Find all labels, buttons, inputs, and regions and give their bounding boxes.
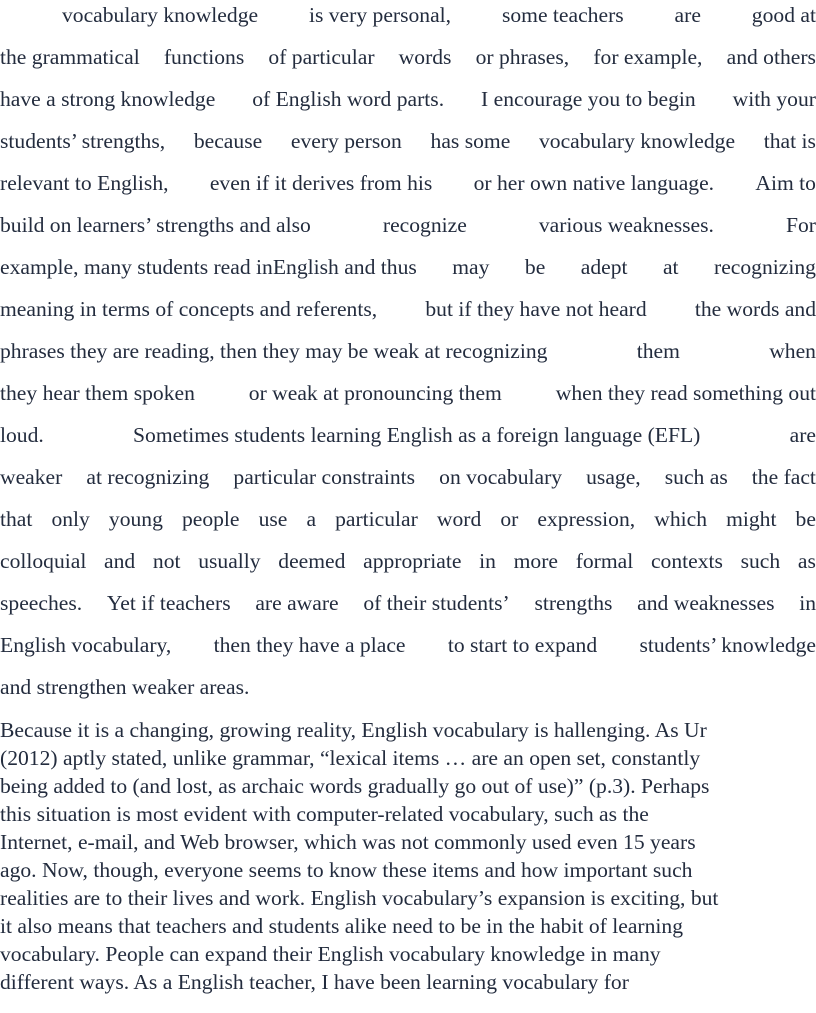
text-run: students’ knowledge xyxy=(639,633,816,657)
text-run: that is xyxy=(763,129,816,153)
paragraph-1-line xyxy=(0,210,816,240)
text-run: when xyxy=(769,339,816,363)
text-run: or weak at pronouncing them xyxy=(248,381,502,405)
text-run: be xyxy=(524,255,546,279)
text-run: that xyxy=(0,507,33,531)
paragraph-1-line xyxy=(0,0,816,30)
text-run: functions xyxy=(163,45,245,69)
text-run: of their students’ xyxy=(363,591,510,615)
text-run: or her own native language. xyxy=(473,171,715,195)
text-run: to start to expand xyxy=(447,633,598,657)
text-run: at xyxy=(662,255,679,279)
text-run: and strengthen weaker areas. xyxy=(0,675,250,699)
text-run: are xyxy=(674,3,701,27)
text-run: colloquial xyxy=(0,549,87,573)
text-run: good at xyxy=(751,3,816,27)
paragraph-1-line xyxy=(0,672,816,702)
text-run: a xyxy=(306,507,317,531)
text-run: expression, xyxy=(537,507,636,531)
text-run: is very personal, xyxy=(308,3,452,27)
text-run: vocabulary knowledge xyxy=(538,129,736,153)
text-run: might xyxy=(726,507,777,531)
text-run: even if it derives from his xyxy=(209,171,433,195)
text-run: relevant to English, xyxy=(0,171,169,195)
text-run: every person xyxy=(290,129,402,153)
text-run: which xyxy=(654,507,708,531)
text-run: students’ strengths, xyxy=(0,129,166,153)
text-run: but if they have not heard xyxy=(425,297,647,321)
text-run: strengths xyxy=(534,591,613,615)
text-run: and weaknesses xyxy=(637,591,775,615)
text-run: Aim to xyxy=(755,171,816,195)
text-run: English vocabulary, xyxy=(0,633,172,657)
text-run: such as xyxy=(664,465,728,489)
text-run: only xyxy=(51,507,90,531)
text-run: for example, xyxy=(593,45,703,69)
paragraph-2-line: (2012) aptly stated, unlike grammar, “lexical items … are an open set, constantly xyxy=(0,746,701,770)
text-run: are xyxy=(789,423,816,447)
paragraph-1-line xyxy=(0,462,816,492)
paragraph-2-line: vocabulary. People can expand their English vocabulary knowledge in many xyxy=(0,942,661,966)
paragraph-2-line: this situation is most evident with computer-related vocabulary, such as the xyxy=(0,802,649,826)
text-run: particular constraints xyxy=(233,465,416,489)
paragraph-2-line: ago. Now, though, everyone seems to know these items and how important such xyxy=(0,858,693,882)
text-run: when they read something out xyxy=(555,381,816,405)
text-run: as xyxy=(797,549,816,573)
text-run: Yet if teachers xyxy=(106,591,231,615)
text-run: people xyxy=(181,507,240,531)
text-run: recognize xyxy=(382,213,467,237)
text-run: in xyxy=(479,549,496,573)
paragraph-1-line xyxy=(0,84,816,114)
text-run: young xyxy=(108,507,163,531)
text-run: example, many students read inEnglish and thus xyxy=(0,255,417,279)
text-run: speeches. xyxy=(0,591,83,615)
text-run: and others xyxy=(726,45,816,69)
text-run: have a strong knowledge xyxy=(0,87,216,111)
paragraph-1-line xyxy=(0,630,816,660)
text-run: in xyxy=(799,591,816,615)
text-run: various weaknesses. xyxy=(538,213,714,237)
paragraph-2-line: it also means that teachers and students alike need to be in the habit of learning xyxy=(0,914,683,938)
text-run: the words and xyxy=(694,297,816,321)
text-run: loud. xyxy=(0,423,44,447)
text-run: recognizing xyxy=(714,255,816,279)
text-run: Sometimes students learning English as a foreign language (EFL) xyxy=(133,423,701,447)
text-run: formal xyxy=(575,549,634,573)
text-run: use xyxy=(258,507,288,531)
text-run: such xyxy=(740,549,781,573)
text-run: usually xyxy=(198,549,261,573)
text-run: not xyxy=(152,549,181,573)
paragraph-1-line xyxy=(0,504,816,534)
paragraph-2-line: Because it is a changing, growing reality, English vocabulary is hallenging. As Ur xyxy=(0,718,707,742)
text-run: at recognizing xyxy=(86,465,210,489)
text-run: then they have a place xyxy=(213,633,406,657)
paragraph-1-line xyxy=(0,588,816,618)
text-run: or xyxy=(500,507,519,531)
paragraph-1-line xyxy=(0,378,816,408)
paragraph-1-line xyxy=(0,294,816,324)
text-run: are aware xyxy=(255,591,339,615)
text-run: of particular xyxy=(268,45,375,69)
text-run: build on learners’ strengths and also xyxy=(0,213,311,237)
text-run: deemed xyxy=(278,549,346,573)
text-run: word xyxy=(436,507,482,531)
text-run: or phrases, xyxy=(475,45,570,69)
text-run: meaning in terms of concepts and referents, xyxy=(0,297,378,321)
text-run: vocabulary knowledge xyxy=(62,3,259,27)
paragraph-1-line xyxy=(0,420,816,450)
paragraph-1-line xyxy=(0,168,816,198)
paragraph-1-line xyxy=(0,126,816,156)
text-run: the grammatical xyxy=(0,45,140,69)
text-run: them xyxy=(636,339,680,363)
text-run: the fact xyxy=(751,465,816,489)
text-run: on vocabulary xyxy=(439,465,563,489)
paragraph-2-line: being added to (and lost, as archaic words gradually go out of use)” (p.3). Perhaps xyxy=(0,774,710,798)
text-run: more xyxy=(513,549,558,573)
paragraph-1-line xyxy=(0,546,816,576)
text-run: they hear them spoken xyxy=(0,381,195,405)
text-run: be xyxy=(795,507,816,531)
text-run: and xyxy=(104,549,136,573)
text-run: some teachers xyxy=(501,3,624,27)
text-run: phrases they are reading, then they may be weak at recognizing xyxy=(0,339,548,363)
text-run: may xyxy=(452,255,490,279)
text-run: For xyxy=(785,213,816,237)
text-run: weaker xyxy=(0,465,63,489)
text-run: because xyxy=(193,129,263,153)
paragraph-2-line: Internet, e-mail, and Web browser, which was not commonly used even 15 years xyxy=(0,830,696,854)
text-run: contexts xyxy=(650,549,723,573)
text-run: words xyxy=(398,45,452,69)
text-run: appropriate xyxy=(363,549,462,573)
paragraph-2 xyxy=(0,716,816,996)
paragraph-2-line: different ways. As a English teacher, I have been learning vocabulary for xyxy=(0,970,629,994)
text-run: with your xyxy=(732,87,816,111)
paragraph-1-line xyxy=(0,42,816,72)
text-run: adept xyxy=(580,255,628,279)
text-run: I encourage you to begin xyxy=(481,87,696,111)
text-run: usage, xyxy=(586,465,641,489)
paragraph-1-line xyxy=(0,336,816,366)
text-run: has some xyxy=(430,129,511,153)
paragraph-1-line xyxy=(0,252,816,282)
text-run: of English word parts. xyxy=(252,87,445,111)
text-run: particular xyxy=(335,507,418,531)
paragraph-2-line: realities are to their lives and work. English vocabulary’s expansion is exciting, but xyxy=(0,886,719,910)
